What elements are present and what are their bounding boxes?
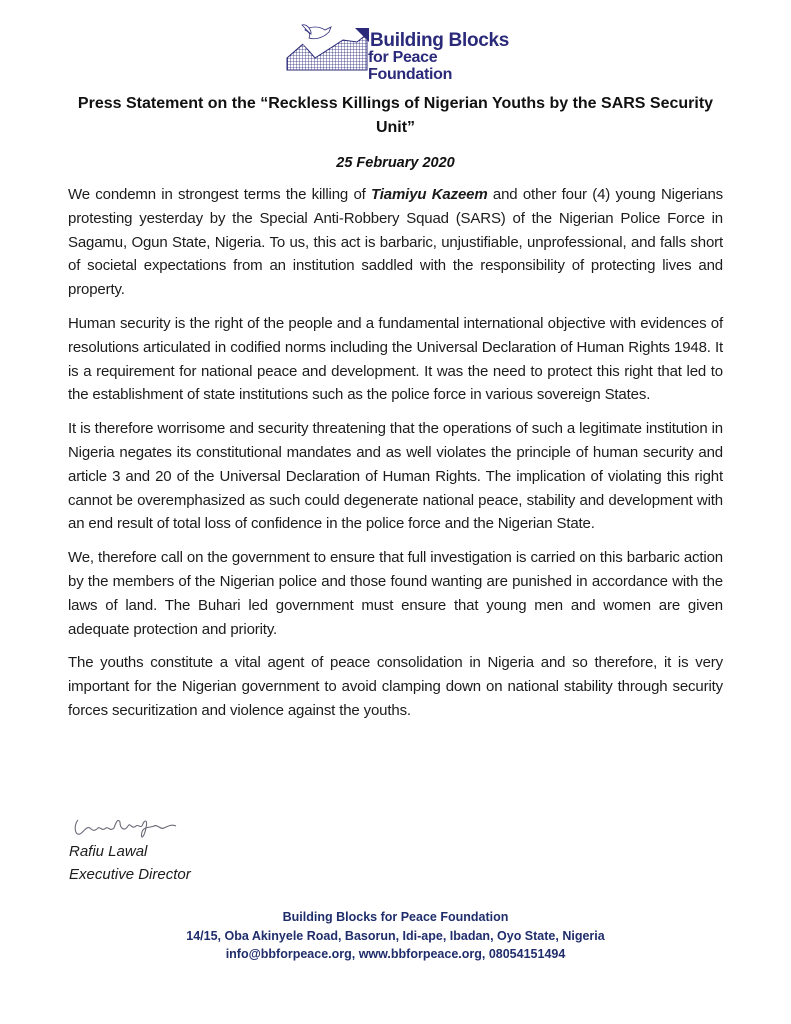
logo-title-line1: Building Blocks [370, 30, 510, 51]
footer-address: 14/15, Oba Akinyele Road, Basorun, Idi-ape, Ibadan, Oyo State, Nigeria [186, 928, 605, 943]
paragraph-text: and other four (4) young Nigerians protesting yesterday by the Special Anti-Robbery Squad (SARS) of the Nigerian Police Force in Sagamu, Ogun State, Nigeria. To us, this act is barbaric, unjustifiable, unprofessional, and falls short of societal expectations from an institution saddled with the responsibility of protecting lives and property. [68, 186, 724, 299]
signature-image [72, 814, 182, 842]
paragraph [68, 183, 723, 302]
footer [0, 908, 791, 964]
organization-logo [285, 20, 515, 83]
victim-name: Tiamiyu Kazeem [371, 186, 488, 203]
paragraph: Human security is the right of the people and a fundamental international objective with evidences of resolutions articulated in codified norms including the Universal Declaration of Human Rights 1948. It is a requirement for national peace and development. It was the need to protect this right that led to the establishment of state institutions such as the police force in various sovereign States. [68, 314, 723, 404]
dove-icon [302, 25, 331, 39]
paragraph-text: We condemn in strongest terms the killing of [68, 186, 372, 203]
grid-graph-icon [285, 20, 375, 72]
document-date: 25 February 2020 [336, 155, 455, 171]
document-body [68, 183, 723, 733]
signatory-role: Executive Director [69, 866, 191, 883]
paragraph: The youths constitute a vital agent of peace consolidation in Nigeria and so therefore, it is very important for the Nigerian government to avoid clamping down on national stability through security forces securitization and violence against the youths. [68, 654, 723, 719]
logo-title-line2: for Peace Foundation [368, 49, 453, 83]
signatory-name: Rafiu Lawal [69, 843, 148, 860]
document-title: Press Statement on the “Reckless Killings of Nigerian Youths by the SARS Security Unit” [77, 95, 714, 136]
footer-org: Building Blocks for Peace Foundation [282, 910, 509, 924]
paragraph: It is therefore worrisome and security threatening that the operations of such a legitimate institution in Nigeria negates its constitutional mandates and as well violates the principle of human security and article 3 and 20 of the Universal Declaration of Human Rights. The implication of violating this right cannot be overemphasized as such could degenerate national peace, stability and development with an end result of total loss of confidence in the police force and the Nigerian State. [68, 420, 723, 533]
paragraph: We, therefore call on the government to ensure that full investigation is carried on this barbaric action by the members of the Nigerian police and those found wanting are punished in accordance with the laws of land. The Buhari led government must ensure that young men and women are given adequate protection and priority. [68, 549, 723, 638]
signatory [69, 840, 191, 886]
footer-contact: info@bbforpeace.org, www.bbforpeace.org, 08054151494 [225, 947, 566, 961]
